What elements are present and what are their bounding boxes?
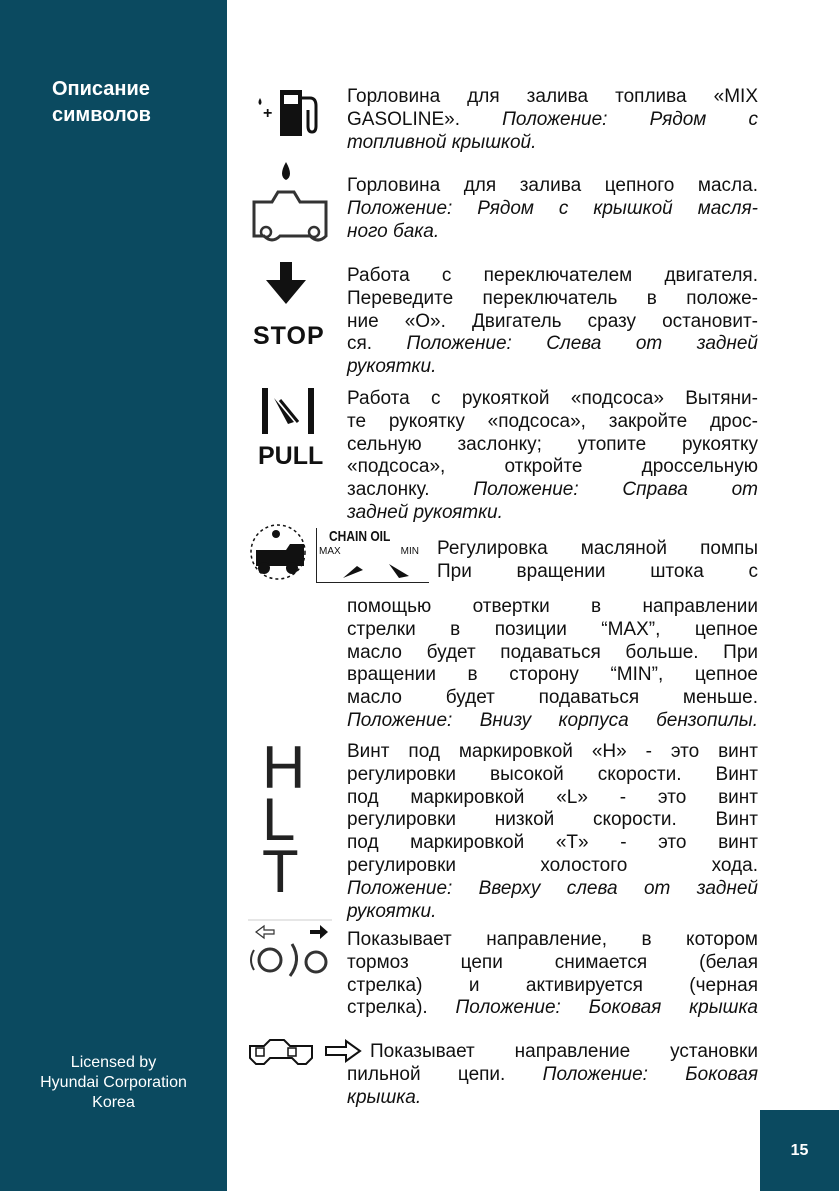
description-text: Винт под маркировкой «H» - это винт bbox=[347, 741, 758, 762]
h-letter-icon: H bbox=[262, 734, 306, 801]
text-line bbox=[347, 809, 758, 832]
text-line bbox=[347, 975, 758, 998]
description-text: GASOLINE». bbox=[347, 108, 503, 130]
location-note: Положение: Рядом с bbox=[502, 108, 758, 130]
chain-brake-icon bbox=[248, 918, 332, 978]
text-line bbox=[347, 642, 758, 665]
text-line bbox=[347, 787, 758, 810]
text-line bbox=[347, 356, 758, 379]
location-note: Положение: Внизу корпуса бензопилы. bbox=[347, 709, 758, 731]
max-label: MAX bbox=[319, 546, 341, 557]
location-note: Положение: Справа от bbox=[473, 479, 758, 501]
chain-oil-label: CHAIN OIL bbox=[329, 528, 391, 545]
license-line: Hyundai Corporation bbox=[40, 1074, 187, 1091]
license-note bbox=[0, 1053, 227, 1113]
text-line bbox=[347, 221, 758, 244]
svg-text:+: + bbox=[263, 105, 273, 122]
description-text: регулировки низкой скорости. Винт bbox=[347, 809, 758, 831]
description-text: Работа с рукояткой «подсоса» Вытяни- bbox=[347, 388, 758, 409]
description-text: стрелка) и активируется (черная bbox=[347, 974, 758, 996]
page-number-text: 15 bbox=[790, 1141, 809, 1159]
license-line: Korea bbox=[92, 1094, 135, 1111]
text-line bbox=[347, 878, 758, 901]
description-text: стрелки в позиции “MAX”, цепное bbox=[347, 618, 758, 640]
description-text: масло будет подаваться больше. При bbox=[347, 641, 758, 663]
text-line bbox=[347, 764, 758, 787]
text-line bbox=[347, 901, 758, 924]
page-number bbox=[760, 1110, 839, 1191]
text-line bbox=[347, 832, 758, 855]
chain-oil-icon bbox=[248, 162, 334, 252]
section-title-line: Описание bbox=[52, 78, 150, 100]
symbol-entry-carburetor-screws bbox=[347, 741, 758, 923]
stop-arrow-icon bbox=[262, 262, 312, 308]
oil-pump-icon bbox=[248, 522, 312, 582]
pull-label: PULL bbox=[258, 442, 324, 470]
text-line bbox=[347, 502, 758, 525]
symbol-entry-chain-brake bbox=[347, 929, 758, 1020]
location-note: Положение: Рядом с крышкой масля- bbox=[347, 197, 758, 219]
description-text: под маркировкой «L» - это винт bbox=[347, 786, 758, 808]
location-note: топливной крышкой. bbox=[347, 131, 537, 153]
text-line bbox=[347, 687, 758, 710]
text-line bbox=[347, 619, 758, 642]
stop-label: STOP bbox=[253, 322, 325, 350]
symbol-entry-stop bbox=[347, 265, 758, 379]
description-text: стрелка). bbox=[347, 997, 456, 1019]
text-line bbox=[347, 952, 758, 975]
symbol-entry-oil-pump bbox=[437, 538, 758, 584]
location-note: Положение: Боковая крышка bbox=[455, 997, 758, 1019]
text-line bbox=[347, 997, 758, 1020]
text-line bbox=[347, 741, 758, 764]
rotation-arrows-icon bbox=[337, 560, 427, 580]
symbol-entry-chain-direction bbox=[370, 1041, 758, 1064]
text-line bbox=[347, 311, 758, 334]
symbol-entry-fuel bbox=[347, 86, 758, 154]
description-text: сельную заслонку; утопите рукоятку bbox=[347, 433, 758, 455]
symbol-entry-choke bbox=[347, 388, 758, 525]
location-note: рукоятки. bbox=[347, 900, 437, 922]
description-text: тормоз цепи снимается (белая bbox=[347, 951, 758, 973]
text-line bbox=[347, 411, 758, 434]
description-text: Переведите переключатель в положе- bbox=[347, 287, 758, 309]
location-note: рукоятки. bbox=[347, 356, 437, 378]
text-line bbox=[347, 596, 758, 619]
location-note: Положение: Боковая bbox=[542, 1064, 758, 1085]
description-text: пильной цепи. bbox=[347, 1064, 543, 1085]
description-text: Регулировка масляной помпы bbox=[437, 538, 758, 559]
location-note: крышка. bbox=[347, 1086, 422, 1108]
text-line bbox=[347, 664, 758, 687]
text-line bbox=[347, 1064, 758, 1087]
text-line bbox=[347, 710, 758, 733]
symbol-entry-chain-oil bbox=[347, 175, 758, 243]
description-text: те рукоятку «подсоса», закройте дрос- bbox=[347, 410, 758, 432]
text-line bbox=[437, 561, 758, 584]
text-line bbox=[347, 109, 758, 132]
description-text: регулировки высокой скорости. Винт bbox=[347, 763, 758, 785]
symbol-entry-chain-direction-continued bbox=[347, 1064, 758, 1110]
description-text: вращении в сторону “MIN”, цепное bbox=[347, 664, 758, 686]
description-text: ся. bbox=[347, 333, 407, 355]
description-text: Горловина для залива цепного масла. bbox=[347, 175, 758, 196]
description-text: заслонку. bbox=[347, 479, 474, 501]
description-text: «подсоса», откройте дроссельную bbox=[347, 456, 758, 478]
text-line bbox=[437, 538, 758, 561]
text-line bbox=[347, 175, 758, 198]
text-line bbox=[347, 929, 758, 952]
sidebar bbox=[0, 0, 227, 1191]
text-line bbox=[347, 198, 758, 221]
symbol-entry-oil-pump-continued bbox=[347, 596, 758, 733]
description-text: Работа с переключателем двигателя. bbox=[347, 265, 758, 286]
text-line bbox=[347, 456, 758, 479]
description-text: под маркировкой «T» - это винт bbox=[347, 832, 758, 854]
location-note: ного бака. bbox=[347, 220, 440, 242]
description-text: Горловина для залива топлива «MIX bbox=[347, 86, 758, 107]
description-text: Показывает направление, в котором bbox=[347, 929, 758, 950]
text-line bbox=[347, 86, 758, 109]
description-text: регулировки холостого хода. bbox=[347, 854, 758, 876]
l-letter-icon: L bbox=[262, 786, 296, 853]
fuel-pump-icon bbox=[250, 84, 330, 140]
description-text: При вращении штока с bbox=[437, 560, 758, 582]
text-line bbox=[370, 1041, 758, 1064]
text-line bbox=[347, 388, 758, 411]
choke-icon bbox=[260, 386, 320, 438]
location-note: Положение: Вверху слева от задней bbox=[347, 877, 758, 899]
text-line bbox=[347, 265, 758, 288]
text-line bbox=[347, 288, 758, 311]
section-title-line: символов bbox=[52, 104, 151, 126]
text-line bbox=[347, 855, 758, 878]
license-line: Licensed by bbox=[70, 1054, 157, 1071]
description-text: Показывает направление установки bbox=[370, 1041, 758, 1062]
description-text: помощью отвертки в направлении bbox=[347, 596, 758, 617]
text-line bbox=[347, 333, 758, 356]
text-line bbox=[347, 434, 758, 457]
description-text: ние «О». Двигатель сразу остановит- bbox=[347, 310, 758, 332]
description-text: масло будет подаваться меньше. bbox=[347, 687, 758, 709]
t-letter-icon: T bbox=[262, 838, 299, 905]
oil-adjust-diagram bbox=[316, 528, 429, 583]
location-note: Положение: Слева от задней bbox=[406, 333, 758, 355]
chain-direction-icon bbox=[248, 1036, 366, 1066]
location-note: задней рукоятки. bbox=[347, 501, 503, 523]
section-title bbox=[52, 76, 151, 128]
text-line bbox=[347, 132, 758, 155]
text-line bbox=[347, 479, 758, 502]
min-label: MIN bbox=[400, 546, 419, 557]
text-line bbox=[347, 1087, 758, 1110]
